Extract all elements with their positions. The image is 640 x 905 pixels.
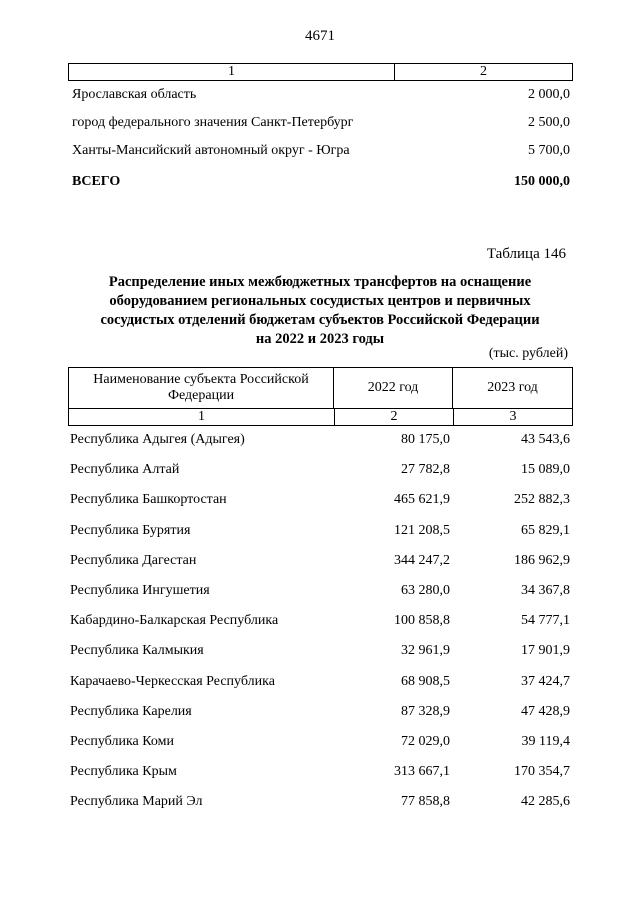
value-2022: 344 247,2 <box>394 552 450 568</box>
prev-table-total <box>72 174 570 190</box>
title-line: сосудистых отделений бюджетам субъектов Российской Федерации <box>100 312 540 328</box>
table-row <box>70 734 570 764</box>
title-line: оборудованием региональных сосудистых центров и первичных <box>109 293 531 309</box>
table-row <box>70 583 570 613</box>
total-label: ВСЕГО <box>72 174 121 189</box>
table-row <box>70 432 570 462</box>
value-2022: 68 908,5 <box>401 673 450 689</box>
table-row <box>70 613 570 643</box>
table-row <box>70 462 570 492</box>
title-line: Распределение иных межбюджетных трансфертов на оснащение <box>108 274 532 290</box>
region-name: Республика Алтай <box>70 462 180 478</box>
page-number: 4671 <box>305 28 335 44</box>
units-label: (тыс. рублей) <box>488 346 568 361</box>
value-2023: 170 354,7 <box>514 764 570 780</box>
table-label: Таблица 146 <box>486 246 566 262</box>
value-2023: 65 829,1 <box>521 522 570 538</box>
table-row <box>70 674 570 704</box>
header-2022: 2022 год <box>334 368 453 408</box>
col-number-1: 1 <box>69 409 335 425</box>
value-2023: 42 285,6 <box>521 794 570 810</box>
region-name: Карачаево-Черкесская Республика <box>70 673 275 689</box>
region-value: 5 700,0 <box>528 143 570 158</box>
region-value: 2 000,0 <box>528 87 570 102</box>
region-name: Республика Карелия <box>70 703 192 719</box>
prev-col-1: 1 <box>69 64 395 80</box>
value-2023: 17 901,9 <box>521 643 570 659</box>
prev-col-2: 2 <box>480 64 487 79</box>
table-body <box>70 432 570 824</box>
header-2023: 2023 год <box>487 380 538 395</box>
table-row <box>70 643 570 673</box>
value-2022: 32 961,9 <box>401 643 450 659</box>
value-2023: 186 962,9 <box>514 552 570 568</box>
value-2023: 15 089,0 <box>521 462 570 478</box>
region-name: Республика Калмыкия <box>70 643 204 659</box>
value-2022: 87 328,9 <box>401 703 450 719</box>
region-name: Республика Дагестан <box>70 552 197 568</box>
value-2023: 37 424,7 <box>521 673 570 689</box>
region-name: Республика Коми <box>70 733 174 749</box>
col-number-3: 3 <box>509 409 517 424</box>
region-name: Ярославская область <box>72 87 197 102</box>
value-2022: 80 175,0 <box>401 432 450 447</box>
table-row <box>70 523 570 553</box>
region-value: 2 500,0 <box>528 115 570 130</box>
table-row <box>70 704 570 734</box>
prev-table-header <box>68 63 573 81</box>
value-2022: 27 782,8 <box>401 462 450 478</box>
value-2023: 43 543,6 <box>521 432 570 447</box>
table-header <box>68 367 573 426</box>
table-row <box>70 764 570 794</box>
value-2022: 77 858,8 <box>401 794 450 810</box>
prev-table-row <box>72 115 570 131</box>
value-2022: 100 858,8 <box>394 613 450 629</box>
value-2022: 63 280,0 <box>401 582 450 598</box>
table-title <box>60 273 580 349</box>
value-2023: 39 119,4 <box>521 733 570 749</box>
value-2022: 121 208,5 <box>394 522 450 538</box>
value-2022: 465 621,9 <box>394 492 450 508</box>
table-row <box>70 794 570 824</box>
value-2023: 54 777,1 <box>521 613 570 629</box>
region-name: Республика Бурятия <box>70 522 191 538</box>
title-line: на 2022 и 2023 годы <box>255 331 385 347</box>
value-2023: 252 882,3 <box>514 492 570 508</box>
region-name: Ханты-Мансийский автономный округ - Югра <box>72 143 350 158</box>
value-2023: 47 428,9 <box>521 703 570 719</box>
region-name: Республика Ингушетия <box>70 582 210 598</box>
region-name: Республика Адыгея (Адыгея) <box>70 432 245 447</box>
prev-table-row <box>72 143 570 159</box>
table-row <box>70 553 570 583</box>
value-2022: 72 029,0 <box>401 733 450 749</box>
table-row <box>70 492 570 522</box>
prev-table-row <box>72 87 570 103</box>
value-2023: 34 367,8 <box>521 582 570 598</box>
total-value: 150 000,0 <box>514 174 570 189</box>
header-region: Наименование субъекта Российской Федерации <box>69 368 334 408</box>
region-name: Республика Крым <box>70 764 177 780</box>
region-name: Республика Марий Эл <box>70 794 203 810</box>
col-number-2: 2 <box>335 409 454 425</box>
region-name: Кабардино-Балкарская Республика <box>70 613 279 629</box>
region-name: Республика Башкортостан <box>70 492 227 508</box>
region-name: город федерального значения Санкт-Петербург <box>72 115 354 130</box>
value-2022: 313 667,1 <box>394 764 450 780</box>
